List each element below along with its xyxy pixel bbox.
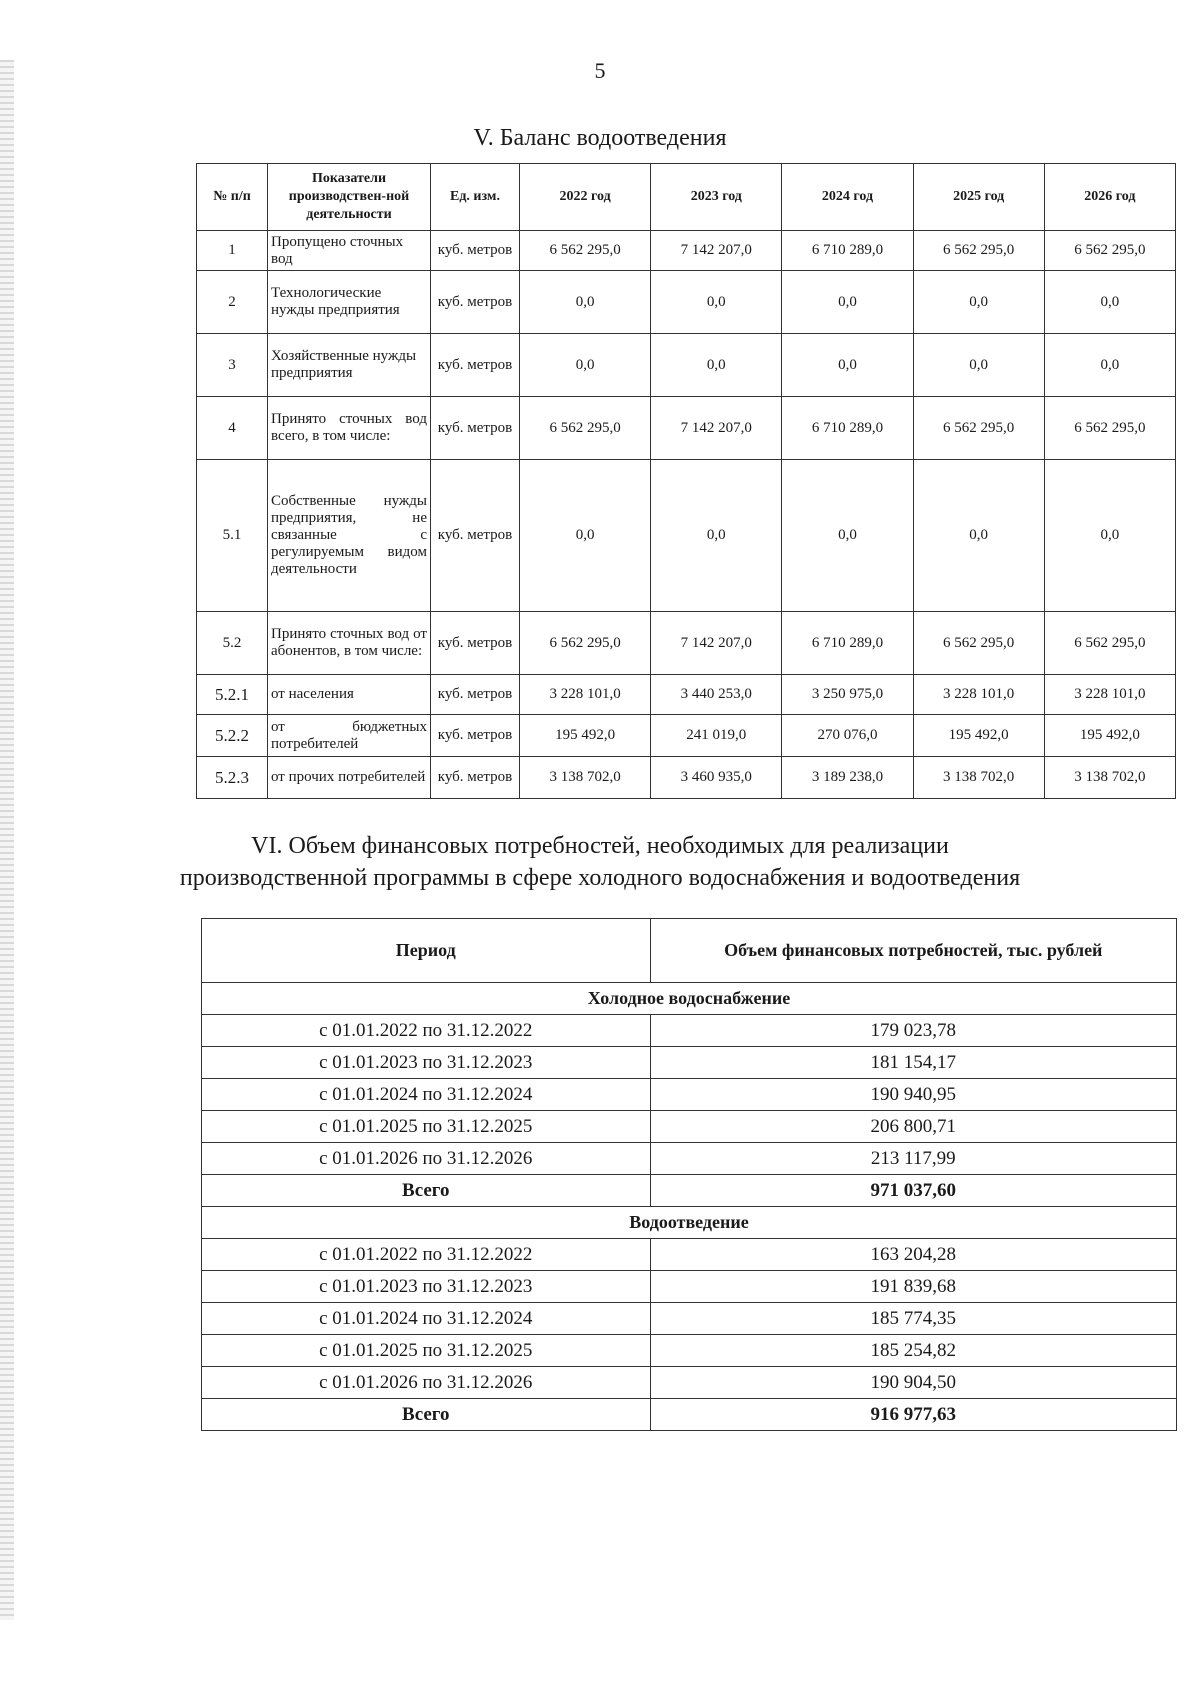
table-row xyxy=(197,460,1176,612)
row-value: 195 492,0 xyxy=(913,715,1044,757)
row-value: 6 562 295,0 xyxy=(1044,612,1175,675)
table-row xyxy=(197,715,1176,757)
table-row xyxy=(202,1335,1177,1367)
row-no: 3 xyxy=(197,334,268,397)
row-value: 6 562 295,0 xyxy=(913,397,1044,460)
table-row xyxy=(202,1239,1177,1271)
row-unit: куб. метров xyxy=(431,271,520,334)
row-value: 190 940,95 xyxy=(650,1079,1177,1111)
row-value: 6 562 295,0 xyxy=(1044,397,1175,460)
row-value: 6 562 295,0 xyxy=(913,231,1044,271)
row-value: 3 228 101,0 xyxy=(1044,675,1175,715)
header-year: 2026 год xyxy=(1044,164,1175,231)
header-year: 2025 год xyxy=(913,164,1044,231)
row-value: 6 710 289,0 xyxy=(782,612,913,675)
row-indicator: Хозяйственные нужды предприятия xyxy=(268,334,431,397)
row-indicator: Принято сточных вод от абонентов, в том числе: xyxy=(268,612,431,675)
row-indicator: от населения xyxy=(268,675,431,715)
header-indicator: Показатели производствен-ной деятельности xyxy=(268,164,431,231)
header-volume: Объем финансовых потребностей, тыс. рублей xyxy=(650,919,1177,983)
row-value: 185 254,82 xyxy=(650,1335,1177,1367)
row-no: 5.2.2 xyxy=(197,715,268,757)
row-value: 3 189 238,0 xyxy=(782,757,913,799)
row-value: 0,0 xyxy=(913,334,1044,397)
row-value: 0,0 xyxy=(520,460,651,612)
group-row xyxy=(202,1207,1177,1239)
row-no: 5.1 xyxy=(197,460,268,612)
row-unit: куб. метров xyxy=(431,231,520,271)
page-number: 5 xyxy=(594,58,606,83)
row-value: 185 774,35 xyxy=(650,1303,1177,1335)
row-value: 0,0 xyxy=(1044,460,1175,612)
row-value: 190 904,50 xyxy=(650,1367,1177,1399)
row-value: 7 142 207,0 xyxy=(651,231,782,271)
table-row xyxy=(197,271,1176,334)
row-value: 0,0 xyxy=(520,271,651,334)
group-wastewater: Водоотведение xyxy=(202,1207,1177,1239)
row-no: 5.2.1 xyxy=(197,675,268,715)
row-value: 6 562 295,0 xyxy=(520,231,651,271)
total-row xyxy=(202,1175,1177,1207)
table-row xyxy=(197,334,1176,397)
section-vi-title xyxy=(0,830,1200,894)
table-row xyxy=(202,1111,1177,1143)
wastewater-balance-table xyxy=(196,163,1176,799)
financial-needs-table xyxy=(201,918,1177,1431)
table-row xyxy=(197,231,1176,271)
table-row xyxy=(202,1367,1177,1399)
row-indicator: от бюджетных потребителей xyxy=(268,715,431,757)
header-unit: Ед. изм. xyxy=(431,164,520,231)
group-cold-water-supply: Холодное водоснабжение xyxy=(202,983,1177,1015)
table-row xyxy=(197,612,1176,675)
table-row xyxy=(197,757,1176,799)
table-row xyxy=(197,397,1176,460)
table-row xyxy=(202,1303,1177,1335)
table-row xyxy=(202,1047,1177,1079)
header-year: 2022 год xyxy=(520,164,651,231)
row-value: 3 228 101,0 xyxy=(913,675,1044,715)
row-indicator: Принято сточных вод всего, в том числе: xyxy=(268,397,431,460)
header-year: 2024 год xyxy=(782,164,913,231)
row-no: 5.2.3 xyxy=(197,757,268,799)
row-period: с 01.01.2024 по 31.12.2024 xyxy=(202,1303,651,1335)
row-indicator: Собственные нужды предприятия, не связанные с регулируемым видом деятельности xyxy=(268,460,431,612)
section-v-title: V. Баланс водоотведения xyxy=(473,125,727,151)
total-row xyxy=(202,1399,1177,1431)
row-no: 4 xyxy=(197,397,268,460)
row-value: 6 710 289,0 xyxy=(782,397,913,460)
row-value: 0,0 xyxy=(1044,271,1175,334)
table-header-row xyxy=(197,164,1176,231)
row-value: 3 460 935,0 xyxy=(651,757,782,799)
total-value: 971 037,60 xyxy=(650,1175,1177,1207)
row-value: 195 492,0 xyxy=(520,715,651,757)
row-value: 6 562 295,0 xyxy=(1044,231,1175,271)
row-value: 270 076,0 xyxy=(782,715,913,757)
row-value: 191 839,68 xyxy=(650,1271,1177,1303)
row-value: 0,0 xyxy=(782,334,913,397)
row-value: 0,0 xyxy=(913,460,1044,612)
row-unit: куб. метров xyxy=(431,757,520,799)
row-value: 7 142 207,0 xyxy=(651,397,782,460)
row-value: 0,0 xyxy=(913,271,1044,334)
row-period: с 01.01.2022 по 31.12.2022 xyxy=(202,1239,651,1271)
section-vi-title-line2: производственной программы в сфере холодного водоснабжения и водоотведения xyxy=(179,865,1021,891)
table-row xyxy=(197,675,1176,715)
row-indicator: от прочих потребителей xyxy=(268,757,431,799)
row-unit: куб. метров xyxy=(431,715,520,757)
row-value: 0,0 xyxy=(782,271,913,334)
row-value: 179 023,78 xyxy=(650,1015,1177,1047)
row-unit: куб. метров xyxy=(431,397,520,460)
row-value: 0,0 xyxy=(651,460,782,612)
row-value: 0,0 xyxy=(651,271,782,334)
row-period: с 01.01.2024 по 31.12.2024 xyxy=(202,1079,651,1111)
table-header-row xyxy=(202,919,1177,983)
row-value: 0,0 xyxy=(651,334,782,397)
row-period: с 01.01.2025 по 31.12.2025 xyxy=(202,1335,651,1367)
row-unit: куб. метров xyxy=(431,612,520,675)
header-period: Период xyxy=(202,919,651,983)
row-period: с 01.01.2026 по 31.12.2026 xyxy=(202,1143,651,1175)
group-row xyxy=(202,983,1177,1015)
row-period: с 01.01.2022 по 31.12.2022 xyxy=(202,1015,651,1047)
row-value: 6 562 295,0 xyxy=(520,397,651,460)
row-value: 3 250 975,0 xyxy=(782,675,913,715)
row-value: 0,0 xyxy=(782,460,913,612)
row-value: 0,0 xyxy=(1044,334,1175,397)
row-value: 6 562 295,0 xyxy=(520,612,651,675)
row-value: 6 710 289,0 xyxy=(782,231,913,271)
row-value: 163 204,28 xyxy=(650,1239,1177,1271)
table-row xyxy=(202,1079,1177,1111)
row-unit: куб. метров xyxy=(431,460,520,612)
row-period: с 01.01.2025 по 31.12.2025 xyxy=(202,1111,651,1143)
table-row xyxy=(202,1271,1177,1303)
row-value: 0,0 xyxy=(520,334,651,397)
row-period: с 01.01.2026 по 31.12.2026 xyxy=(202,1367,651,1399)
row-value: 213 117,99 xyxy=(650,1143,1177,1175)
row-value: 241 019,0 xyxy=(651,715,782,757)
header-year: 2023 год xyxy=(651,164,782,231)
row-value: 3 138 702,0 xyxy=(913,757,1044,799)
row-no: 5.2 xyxy=(197,612,268,675)
row-value: 7 142 207,0 xyxy=(651,612,782,675)
row-indicator: Пропущено сточных вод xyxy=(268,231,431,271)
table-row xyxy=(202,1143,1177,1175)
row-value: 195 492,0 xyxy=(1044,715,1175,757)
total-label: Всего xyxy=(202,1399,651,1431)
row-unit: куб. метров xyxy=(431,675,520,715)
row-value: 3 228 101,0 xyxy=(520,675,651,715)
row-value: 206 800,71 xyxy=(650,1111,1177,1143)
total-label: Всего xyxy=(202,1175,651,1207)
row-indicator: Технологические нужды предприятия xyxy=(268,271,431,334)
total-value: 916 977,63 xyxy=(650,1399,1177,1431)
row-value: 3 138 702,0 xyxy=(1044,757,1175,799)
header-no: № п/п xyxy=(197,164,268,231)
row-unit: куб. метров xyxy=(431,334,520,397)
row-value: 181 154,17 xyxy=(650,1047,1177,1079)
row-no: 1 xyxy=(197,231,268,271)
row-value: 3 440 253,0 xyxy=(651,675,782,715)
row-period: с 01.01.2023 по 31.12.2023 xyxy=(202,1271,651,1303)
row-value: 6 562 295,0 xyxy=(913,612,1044,675)
row-value: 3 138 702,0 xyxy=(520,757,651,799)
table-row xyxy=(202,1015,1177,1047)
row-period: с 01.01.2023 по 31.12.2023 xyxy=(202,1047,651,1079)
row-no: 2 xyxy=(197,271,268,334)
section-vi-title-line1: VI. Объем финансовых потребностей, необходимых для реализации xyxy=(251,833,949,859)
